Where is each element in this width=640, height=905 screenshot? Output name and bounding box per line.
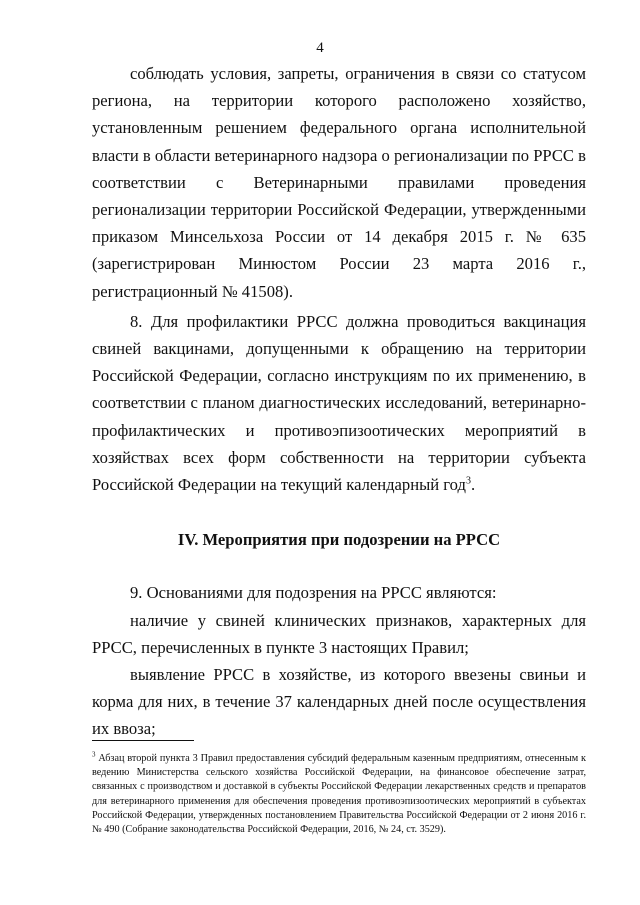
paragraph-8: 8. Для профилактики РРСС должна проводиться вакцинация свиней вакцинами, допущенными к обращению на территории Российской Федерации, согласно инструкциям по их применению, в соответствии с планом диагностических исследований, ветеринарно-профилактических и противоэпизоотических мероприятий в хозяйствах всех форм собственности на территории субъекта Российской Федерации на текущий календарный год$^3$. (92, 311, 586, 495)
section-heading: IV. Мероприятия при подозрении на РРСС (177, 530, 501, 550)
paragraph-9-item-2: выявление РРСС в хозяйстве, из которого ввезены свиньи и корма для них, в течение 37 календарных дней после осуществления их ввоза; (92, 665, 586, 739)
paragraph-9: 9. Основаниями для подозрения на РРСС являются: (130, 583, 497, 603)
page-number: 4 (316, 40, 324, 56)
footnote-text: Абзац второй пункта 3 Правил предоставления субсидий федеральным казенным предприятиям, отнесенным к ведению Министерства сельского хозяйства Российской Федерации, на финансовое обеспечение затрат, связанных с производством и доставкой в субъекты Российской Федерации лекарственных средств и препаратов для ветеринарного применения для обеспечения проведения противоэпизоотических мероприятий в субъектах Российской Федерации, утвержденных постановлением Правительства Российской Федерации от 2 июня 2016 г. № 490 (Собрание законодательства Российской Федерации, 2016, № 24, ст. 3529). (92, 753, 587, 836)
footnote-marker: 3 (92, 750, 96, 759)
paragraph-9-item-1: наличие у свиней клинических признаков, характерных для РРСС, перечисленных в пункте 3 настоящих Правил; (92, 610, 586, 657)
paragraph-8-text: 8. Для профилактики РРСС должна проводиться вакцинация свиней вакцинами, допущенными к обращению на территории Российской Федерации, согласно инструкциям по их применению, в соответствии с планом диагностических исследований, ветеринарно-профилактических и противоэпизоотических мероприятий в хозяйствах всех форм собственности на территории субъекта Российской Федерации на текущий календарный год (92, 311, 586, 495)
document-body (92, 60, 586, 743)
footnote (92, 752, 586, 837)
paragraph-continuation: соблюдать условия, запреты, ограничения в связи со статусом региона, на территории которого расположено хозяйство, установленным решением федерального органа исполнительной власти в области ветеринарного надзора о регионализации по РРСС в соответствии с Ветеринарными правилами проведения регионализации территории Российской Федерации, утвержденными приказом Минсельхоза России от 14 декабря 2015 г. № 635 (зарегистрирован Минюстом России 23 марта 2016 г., регистрационный № 41508). (92, 64, 586, 301)
footnote-reference: 3 (465, 475, 471, 487)
footnote-divider (92, 740, 194, 741)
